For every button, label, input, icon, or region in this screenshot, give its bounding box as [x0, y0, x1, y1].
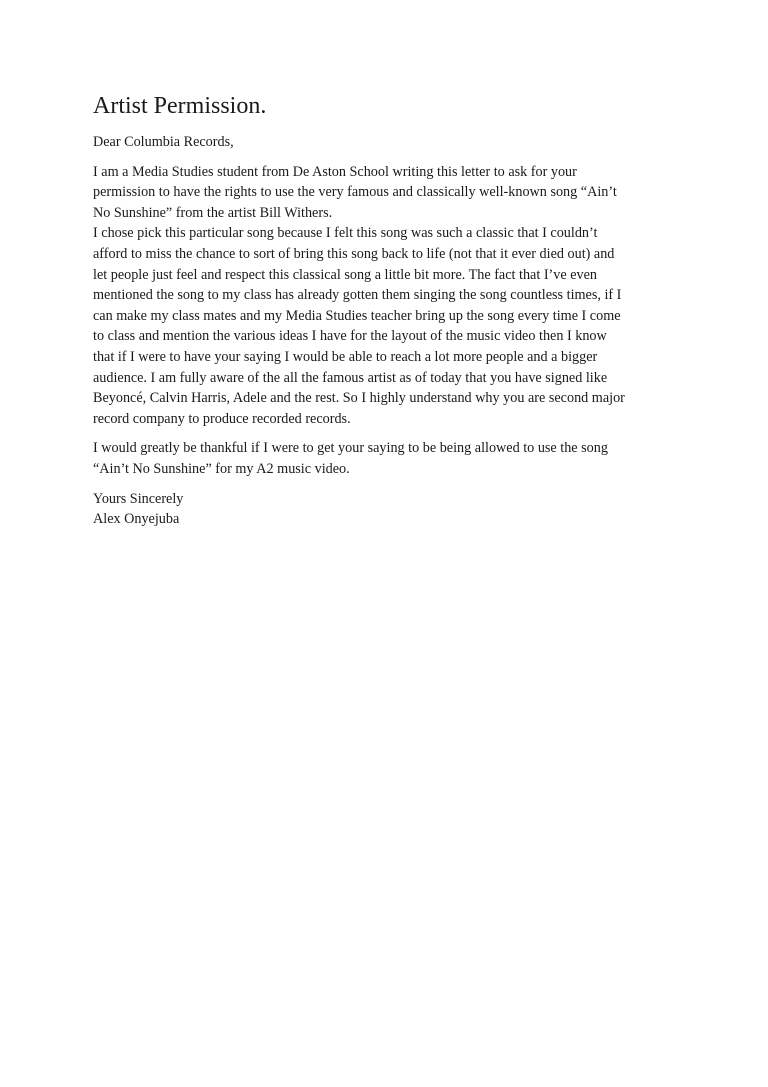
salutation: Dear Columbia Records,: [93, 134, 234, 150]
paragraph-line: to class and mention the various ideas I have for the layout of the music video then I know: [93, 328, 607, 345]
paragraph-line: can make my class mates and my Media Studies teacher bring up the song every time I come: [93, 307, 621, 324]
paragraph-line: mentioned the song to my class has already gotten them singing the song countless times, if I: [93, 287, 622, 304]
paragraph-line: permission to have the rights to use the very famous and classically well-known song “Ain’t: [93, 184, 617, 201]
paragraph-line: that if I were to have your saying I would be able to reach a lot more people and a bigger: [93, 348, 598, 365]
paragraph-thanks: [93, 438, 683, 479]
paragraph-line: Beyoncé, Calvin Harris, Adele and the rest. So I highly understand why you are second major: [93, 390, 625, 407]
signature: Alex Onyejuba: [93, 511, 180, 528]
page-title: Artist Permission.: [93, 93, 267, 119]
paragraph-line: audience. I am fully aware of the all the famous artist as of today that you have signed like: [93, 369, 608, 386]
closing: Yours Sincerely: [93, 490, 184, 507]
paragraph-line: afford to miss the chance to sort of bring this song back to life (not that it ever died out) and: [93, 245, 615, 262]
paragraph-line: I would greatly be thankful if I were to get your saying to be being allowed to use the song: [93, 440, 608, 457]
paragraph-line: “Ain’t No Sunshine” for my A2 music video.: [93, 460, 350, 477]
paragraph-line: I am a Media Studies student from De Aston School writing this letter to ask for your: [93, 163, 577, 180]
paragraph-line: I chose pick this particular song because I felt this song was such a classic that I couldn’t: [93, 225, 598, 242]
paragraph-line: let people just feel and respect this classical song a little bit more. The fact that I’ve even: [93, 266, 598, 283]
paragraph-request: [93, 162, 683, 224]
paragraph-reason: [93, 223, 683, 429]
paragraph-line: record company to produce recorded records.: [93, 410, 351, 427]
letter-body: [93, 90, 683, 530]
paragraph-line: No Sunshine” from the artist Bill Withers.: [93, 204, 333, 221]
